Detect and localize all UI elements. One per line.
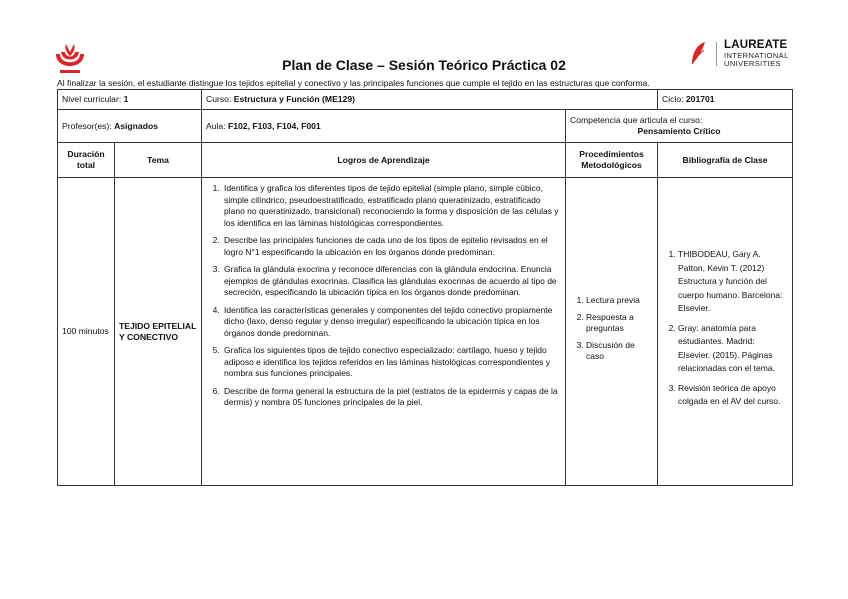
page-title: Plan de Clase – Sesión Teórico Práctica 02 bbox=[282, 57, 566, 73]
logro-item: 5. Grafica los siguientes tipos de tejido conectivo especializado: cartílago, hueso y tejido adiposo e identifica los tejidos referidos en las láminas histológicas correspondientes y nombra sus funciones principales. bbox=[222, 345, 561, 380]
logros-list bbox=[206, 183, 561, 409]
logros-cell bbox=[202, 178, 566, 486]
column-header-row bbox=[58, 143, 793, 178]
procedimiento-item: 1. Lectura previa bbox=[586, 295, 653, 307]
curso-value: Estructura y Función (ME129) bbox=[233, 94, 356, 104]
curso-cell bbox=[202, 90, 658, 110]
aula-value: F102, F103, F104, F001 bbox=[228, 120, 321, 131]
header-duracion: Duración total bbox=[58, 143, 115, 178]
row-nivel-curso bbox=[58, 90, 793, 110]
profesor-cell bbox=[58, 110, 202, 143]
aula-label: Aula: bbox=[206, 120, 226, 131]
bibliografia-list bbox=[662, 248, 788, 409]
aula-cell bbox=[202, 110, 566, 143]
duracion-cell: 100 minutos bbox=[58, 178, 115, 486]
procedimientos-cell bbox=[566, 178, 658, 486]
curso-label: Curso: bbox=[206, 94, 232, 104]
competencia-value: Pensamiento Crítico bbox=[637, 126, 721, 136]
competencia-cell bbox=[566, 110, 793, 143]
logro-item: 4. Identifica las características generales y componentes del tejido conectivo propiamente dicho (laxo, denso regular y denso irregular) especificando la ubicación típica en los órganos donde predominan. bbox=[222, 305, 561, 340]
bibliografia-item: 2. Gray: anatomía para estudiantes. Madrid: Elsevier. (2015). Páginas relacionadas con el tema. bbox=[678, 322, 788, 376]
logro-item: 1. Identifica y grafica los diferentes tipos de tejido epitelial (simple plano, simple cúbico, simple cilíndrico, pseudoestratificado, estratificado plano queratinizado, estratificado plano no queratinizado, transicional) reconociendo la forma y disposición de las células y los identifica en las láminas histológicas correspondientes. bbox=[222, 183, 561, 229]
tema-cell: TEJIDO EPITELIAL Y CONECTIVO bbox=[115, 178, 202, 486]
content-row bbox=[58, 178, 793, 486]
laureate-name: LAUREATE bbox=[724, 39, 788, 51]
nivel-value: 1 bbox=[123, 94, 129, 104]
row-profesor-aula bbox=[58, 110, 793, 143]
procedimiento-item: 2. Respuesta a preguntas bbox=[586, 312, 653, 335]
laureate-line2: INTERNATIONAL bbox=[724, 51, 789, 60]
header-procedimientos: Procedimientos Metodológicos bbox=[566, 143, 658, 178]
nivel-cell bbox=[58, 90, 202, 110]
ciclo-label: Ciclo: bbox=[662, 94, 684, 104]
laureate-line3: UNIVERSITIES bbox=[724, 59, 781, 68]
bibliografia-item: 3. Revisión teórica de apoyo colgada en el AV del curso. bbox=[678, 382, 788, 409]
header-logros: Logros de Aprendizaje bbox=[202, 143, 566, 178]
nivel-label: Nivel curricular: bbox=[62, 94, 122, 104]
bibliografia-item: 1. THIBODEAU, Gary A. Patton, Kevin T. (2012) Estructura y función del cuerpo humano. Barcelona: Elsevier. bbox=[678, 248, 788, 316]
procedimientos-list bbox=[570, 295, 653, 363]
header-bibliografia: Bibliografía de Clase bbox=[658, 143, 793, 178]
logro-item: 2. Describe las principales funciones de cada uno de los tipos de epitelio revisados en el logro N°1 especificando la ubicación en los órganos donde predominan. bbox=[222, 235, 561, 258]
bibliografia-cell bbox=[658, 178, 793, 486]
plan-table bbox=[57, 89, 793, 486]
competencia-label: Competencia que articula el curso: bbox=[570, 115, 703, 125]
logro-item: 3. Grafica la glándula exocrina y reconoce diferencias con la glándula endocrina. Enuncia ejemplos de glándulas exocrinas. Clasifica las glándulas exocrinas de acuerdo al tipo de secreción, especificando la ubicación típica en los órganos donde predominan. bbox=[222, 264, 561, 299]
procedimiento-item: 3. Discusión de caso bbox=[586, 340, 653, 363]
intro-text: Al finalizar la sesión, el estudiante distingue los tejidos epitelial y conectivo y las principales funciones que cumple el tejido en las estructuras que conforma. bbox=[57, 78, 650, 88]
ciclo-cell bbox=[658, 90, 793, 110]
profesor-value: Asignados bbox=[114, 120, 158, 131]
ciclo-value: 201701 bbox=[685, 94, 715, 104]
header-tema: Tema bbox=[115, 143, 202, 178]
logro-item: 6. Describe de forma general la estructura de la piel (estratos de la epidermis y capas de la dermis) y nombra 05 funciones principales de la piel. bbox=[222, 386, 561, 409]
profesor-label: Profesor(es): bbox=[62, 120, 112, 131]
